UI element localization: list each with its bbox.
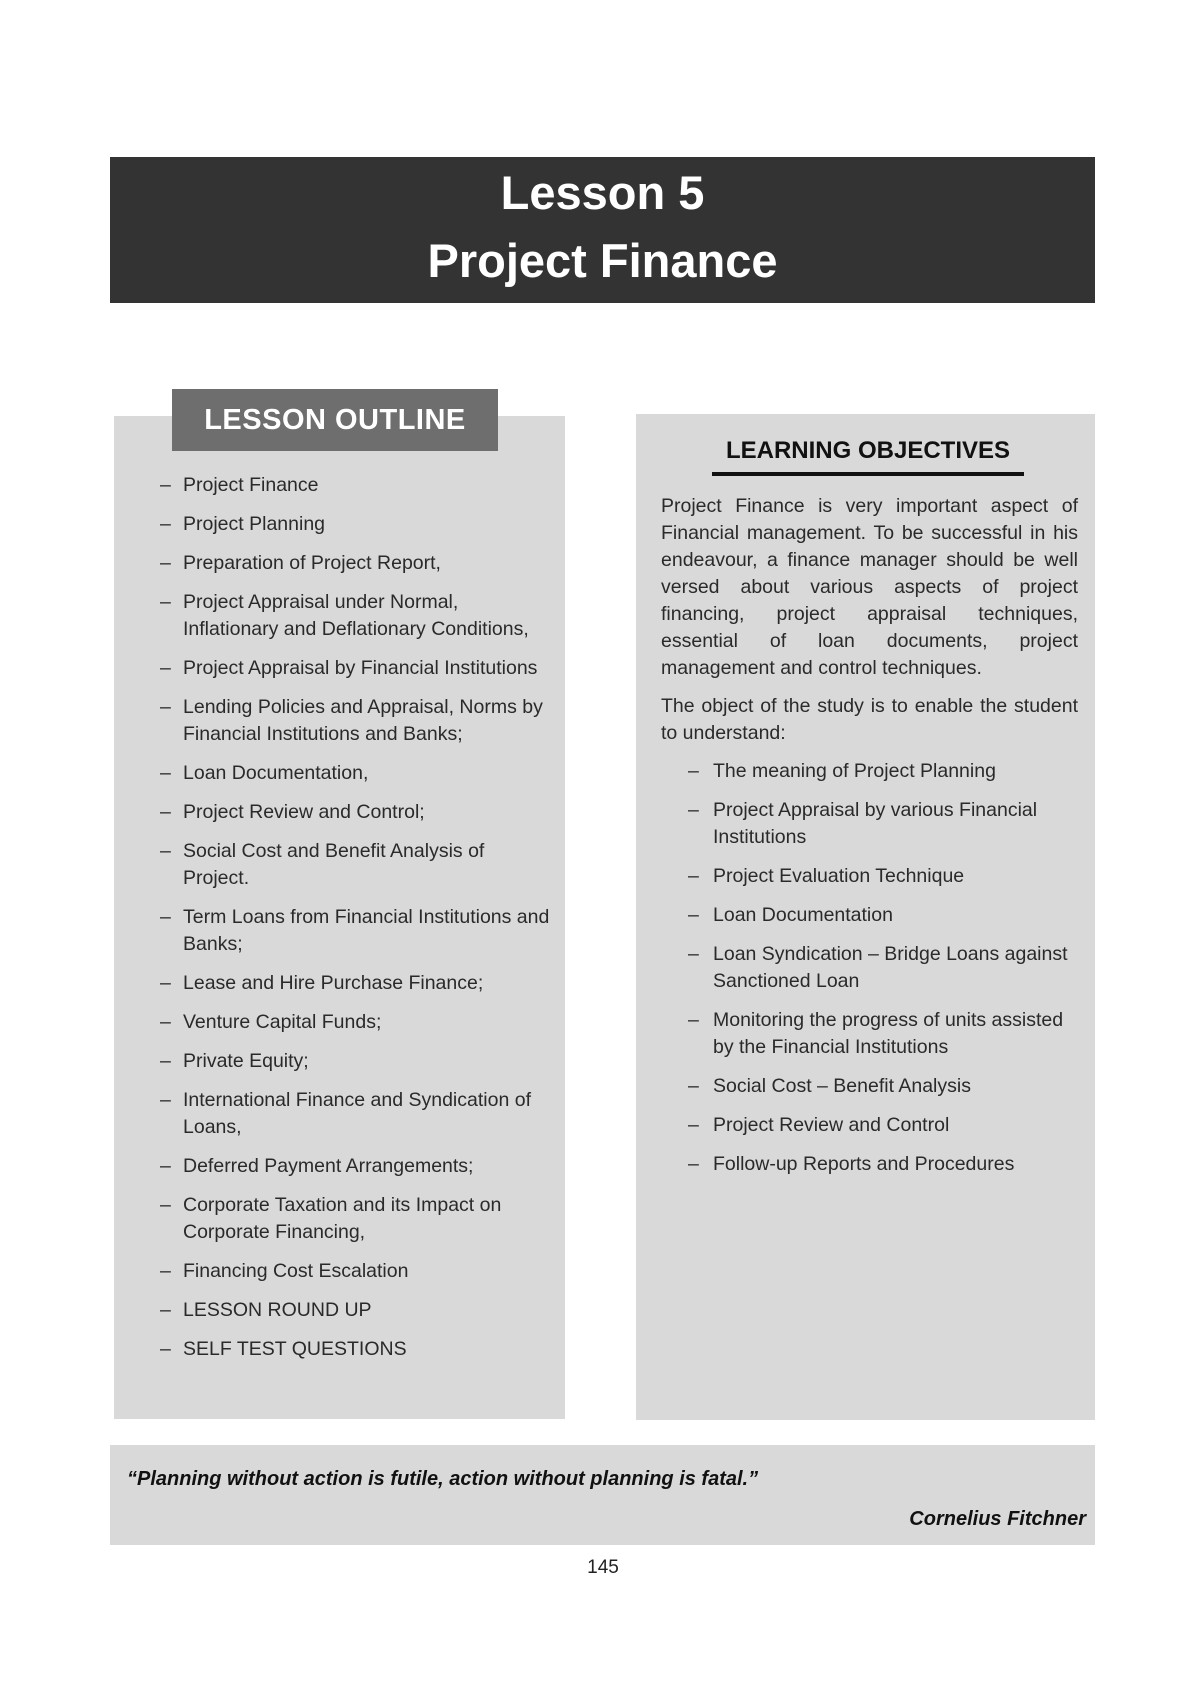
objective-item: – Monitoring the progress of units assisted by the Financial Institutions (688, 1007, 1078, 1061)
outline-item: – Preparation of Project Report, (160, 550, 555, 577)
outline-item: – LESSON ROUND UP (160, 1297, 555, 1324)
objective-item: – Social Cost – Benefit Analysis (688, 1073, 1078, 1100)
outline-item: – Social Cost and Benefit Analysis of Project. (160, 838, 555, 892)
objective-item: – Follow-up Reports and Procedures (688, 1151, 1078, 1178)
outline-item: – Lease and Hire Purchase Finance; (160, 970, 555, 997)
outline-item: – Private Equity; (160, 1048, 555, 1075)
outline-item: – Project Review and Control; (160, 799, 555, 826)
outline-item: – Project Finance (160, 472, 555, 499)
outline-item: – International Finance and Syndication of Loans, (160, 1087, 555, 1141)
objectives-intro-paragraph: Project Finance is very important aspect of Financial management. To be successful in his endeavour, a finance manager should be well versed about various aspects of project financing, project appraisal techniques, essential of loan documents, project management and control techniques. (661, 495, 1078, 679)
outline-item: – Corporate Taxation and its Impact on Corporate Financing, (160, 1192, 555, 1246)
outline-item: – Project Planning (160, 511, 555, 538)
quote-text: “Planning without action is futile, action without planning is fatal.” (127, 1468, 759, 1490)
objective-item: – Project Evaluation Technique (688, 863, 1078, 890)
quote-author: Cornelius Fitchner (909, 1508, 1086, 1530)
objectives-study-paragraph: The object of the study is to enable the student to understand: (661, 695, 1078, 744)
objective-item: – Loan Documentation (688, 902, 1078, 929)
outline-item: – Project Appraisal by Financial Institutions (160, 655, 555, 682)
outline-item: – Term Loans from Financial Institutions and Banks; (160, 904, 555, 958)
outline-item: – Lending Policies and Appraisal, Norms by Financial Institutions and Banks; (160, 694, 555, 748)
page-number: 145 (587, 1557, 619, 1578)
lesson-title: Project Finance (427, 234, 778, 287)
objectives-list (688, 758, 1078, 1190)
objective-item: – Project Appraisal by various Financial Institutions (688, 797, 1078, 851)
outline-item: – Financing Cost Escalation (160, 1258, 555, 1285)
objective-item: – The meaning of Project Planning (688, 758, 1078, 785)
outline-item: – Project Appraisal under Normal, Inflationary and Deflationary Conditions, (160, 589, 555, 643)
outline-item: – Deferred Payment Arrangements; (160, 1153, 555, 1180)
objective-item: – Loan Syndication – Bridge Loans against Sanctioned Loan (688, 941, 1078, 995)
lesson-outline-list (160, 472, 555, 1375)
outline-item: – Loan Documentation, (160, 760, 555, 787)
outline-item: – SELF TEST QUESTIONS (160, 1336, 555, 1363)
learning-objectives-title: LEARNING OBJECTIVES (712, 434, 1024, 476)
lesson-number: Lesson 5 (500, 166, 705, 219)
lesson-outline-header: LESSON OUTLINE (172, 389, 498, 451)
lesson-banner (110, 157, 1095, 303)
objective-item: – Project Review and Control (688, 1112, 1078, 1139)
outline-item: – Venture Capital Funds; (160, 1009, 555, 1036)
